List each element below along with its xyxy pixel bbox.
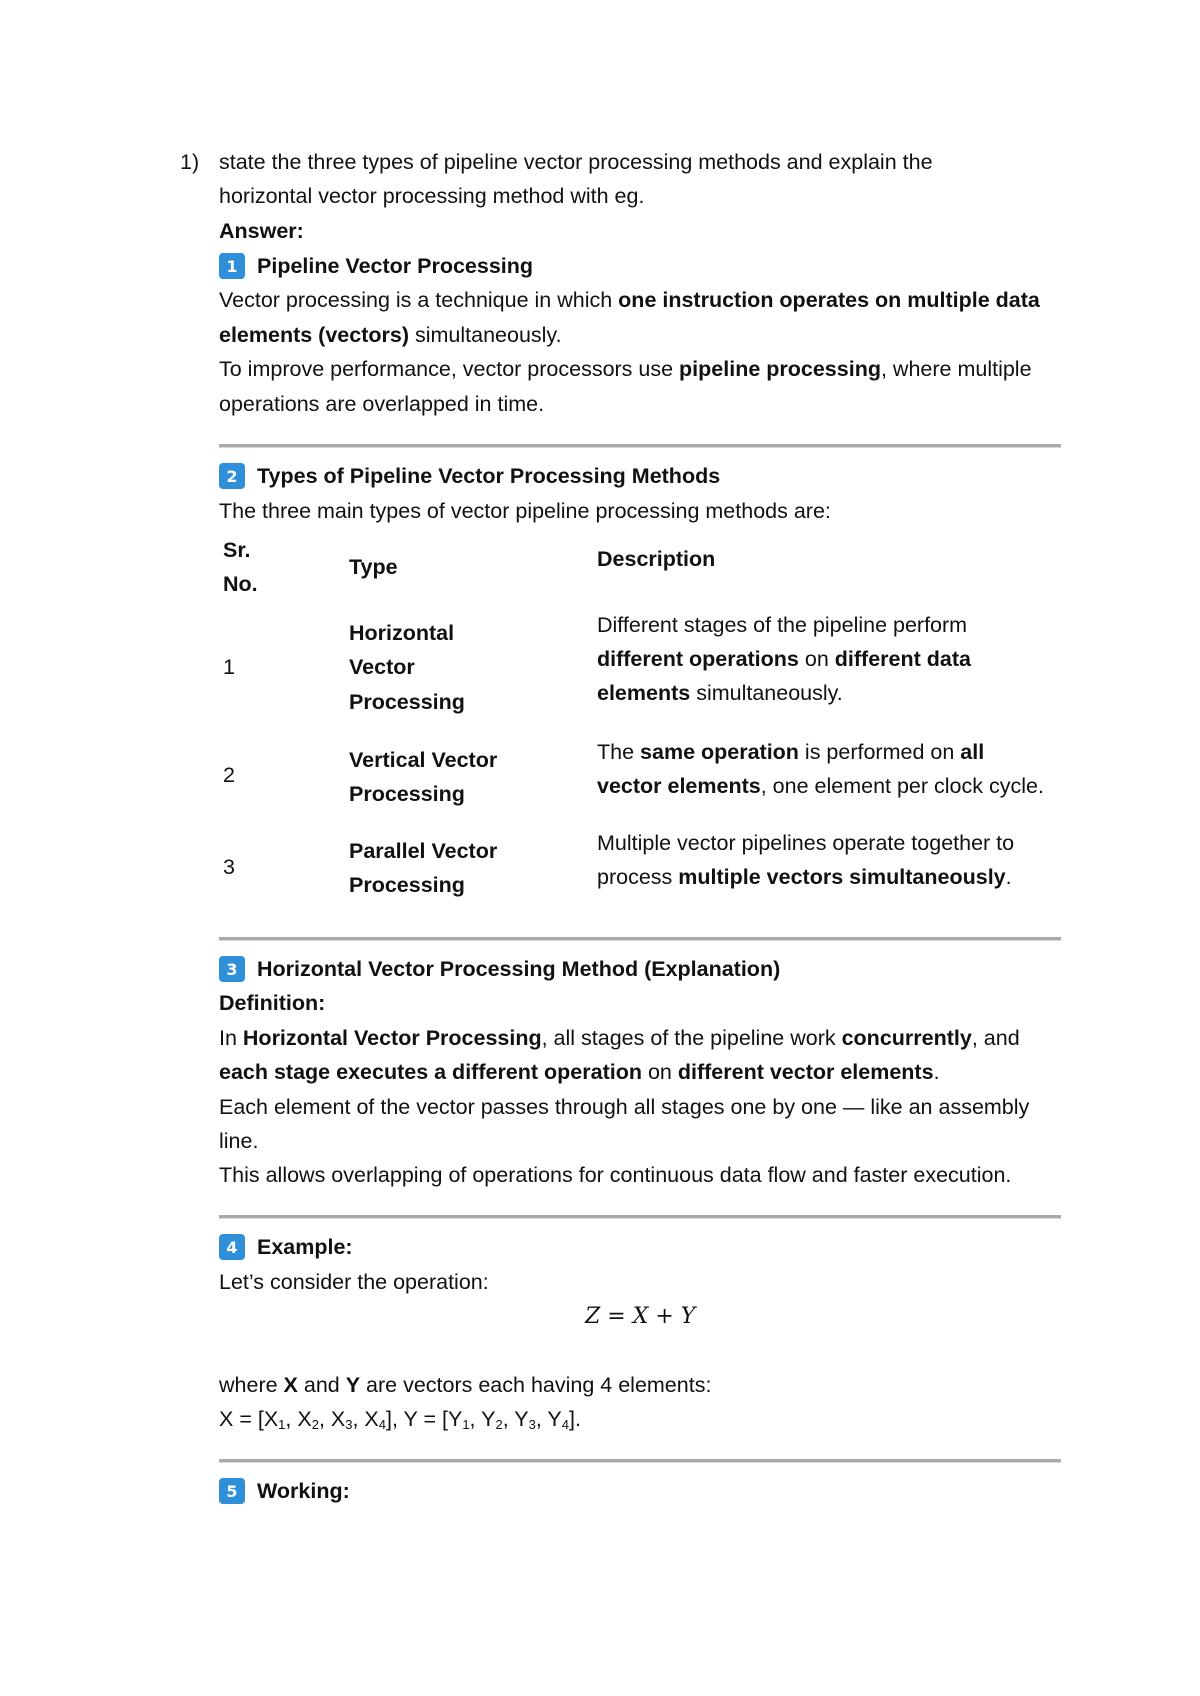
row-1-sr: 1 <box>223 655 235 679</box>
divider <box>219 444 1061 448</box>
formula: Z = X + Y <box>585 1304 696 1329</box>
row-2-sr: 2 <box>223 763 235 787</box>
row-2-type-line-2: Processing <box>349 782 465 806</box>
table-header-sr-2: No. <box>223 572 258 596</box>
row-2-desc-line-1: The same operation is performed on all <box>597 740 985 764</box>
row-3-type-line-1: Parallel Vector <box>349 839 498 863</box>
section-5-title: Working: <box>257 1478 350 1503</box>
number-3-icon: 3 <box>219 956 245 982</box>
section-1-title: Pipeline Vector Processing <box>257 253 534 278</box>
number-5-icon: 5 <box>219 1478 245 1504</box>
question-line-1: state the three types of pipeline vector processing methods and explain the <box>219 150 933 174</box>
row-2-type-line-1: Vertical Vector <box>349 748 498 772</box>
section-2-title: Types of Pipeline Vector Processing Methods <box>257 463 721 488</box>
question-number: 1) <box>180 150 200 174</box>
row-1-desc-line-2: different operations on different data <box>597 647 971 671</box>
table-header-sr-1: Sr. <box>223 538 251 562</box>
row-1-type-line-2: Vector <box>349 655 415 679</box>
row-3-desc-line-1: Multiple vector pipelines operate together to <box>597 831 1015 855</box>
section-1-heading <box>219 249 533 283</box>
question-line-2: horizontal vector processing method with eg. <box>219 184 645 208</box>
section-3-line-2: each stage executes a different operation on different vector elements. <box>219 1060 940 1084</box>
section-3-line-4: line. <box>219 1129 259 1153</box>
section-1-para-2-line-1: To improve performance, vector processors use pipeline processing, where multiple <box>219 357 1032 381</box>
divider <box>219 1215 1061 1219</box>
row-1-type-line-1: Horizontal <box>349 621 455 645</box>
section-3-heading <box>219 952 780 986</box>
section-2-intro: The three main types of vector pipeline processing methods are: <box>219 499 831 523</box>
row-1-type-line-3: Processing <box>349 690 465 714</box>
divider <box>219 1459 1061 1463</box>
vector-definition: $X = [X_1$, $X_2$, $X_3$, $X_4$], $Y = [Y_1$, $Y_2$, $Y_3$, $Y_4$]. <box>219 1407 581 1432</box>
section-4-heading <box>219 1230 353 1264</box>
section-3-title: Horizontal Vector Processing Method (Explanation) <box>257 956 781 981</box>
section-4-where: where X and Y are vectors each having 4 elements: <box>219 1373 712 1397</box>
section-4-intro: Let’s consider the operation: <box>219 1270 489 1294</box>
row-3-type-line-2: Processing <box>349 873 465 897</box>
section-3-line-3: Each element of the vector passes through all stages one by one — like an assembly <box>219 1095 1030 1119</box>
section-3-line-5: This allows overlapping of operations for continuous data flow and faster execution. <box>219 1163 1012 1187</box>
table-header-type: Type <box>349 555 398 579</box>
table-header-description: Description <box>597 547 716 571</box>
section-1-para-1-line-2: elements (vectors) simultaneously. <box>219 323 562 347</box>
section-5-heading <box>219 1474 350 1508</box>
section-1-para-2-line-2: operations are overlapped in time. <box>219 392 545 416</box>
row-3-sr: 3 <box>223 855 235 879</box>
section-1-para-1-line-1: Vector processing is a technique in which one instruction operates on multiple data <box>219 288 1040 312</box>
definition-label: Definition: <box>219 991 326 1015</box>
number-2-icon: 2 <box>219 463 245 489</box>
section-2-heading <box>219 459 720 493</box>
section-3-line-1: In Horizontal Vector Processing, all stages of the pipeline work concurrently, and <box>219 1026 1020 1050</box>
row-1-desc-line-1: Different stages of the pipeline perform <box>597 613 968 637</box>
row-2-desc-line-2: vector elements, one element per clock cycle. <box>597 774 1044 798</box>
number-4-icon: 4 <box>219 1234 245 1260</box>
row-1-desc-line-3: elements simultaneously. <box>597 681 843 705</box>
number-1-icon: 1 <box>219 253 245 279</box>
row-3-desc-line-2: process multiple vectors simultaneously. <box>597 865 1012 889</box>
divider <box>219 937 1061 941</box>
answer-label: Answer: <box>219 219 304 243</box>
section-4-title: Example: <box>257 1234 353 1259</box>
